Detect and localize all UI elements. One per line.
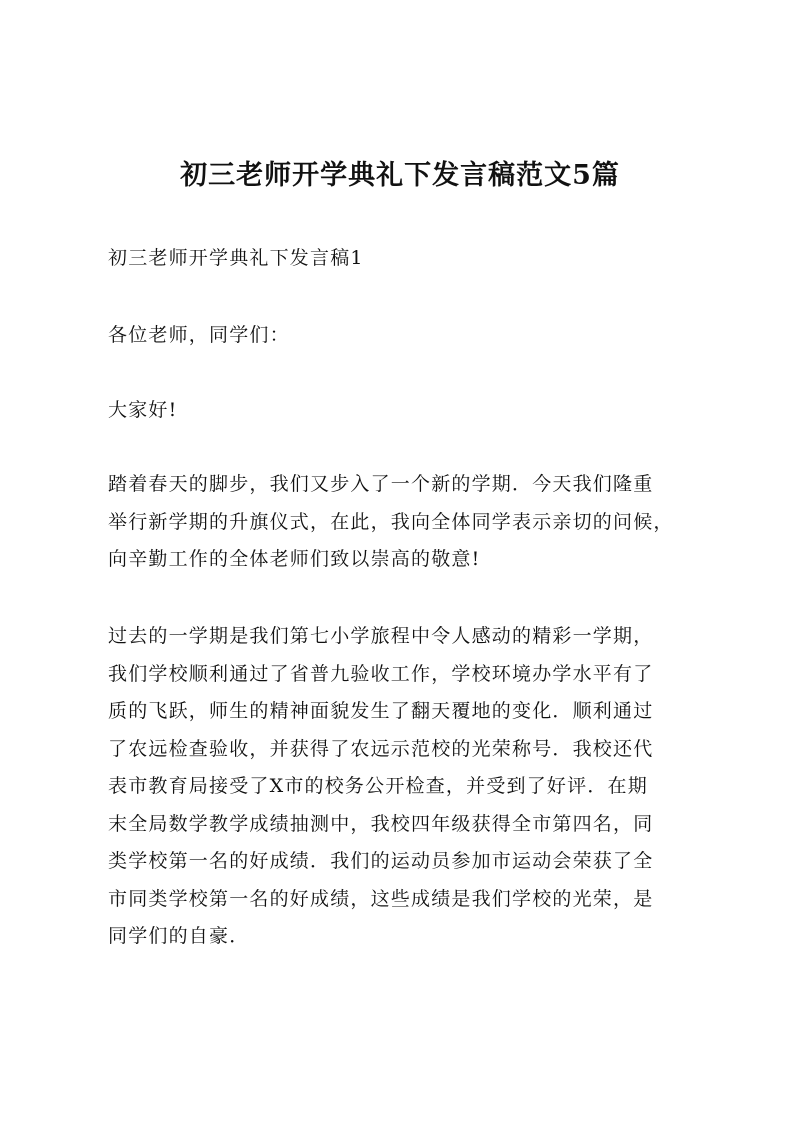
section-heading: 初三老师开学典礼下发言稿1 bbox=[108, 247, 364, 269]
paragraph-line: 过去的一学期是我们第七小学旅程中令人感动的精彩一学期， bbox=[108, 625, 654, 647]
paragraph-achievements bbox=[108, 618, 698, 956]
paragraph-line: 向辛勤工作的全体老师们致以崇高的敬意! bbox=[108, 548, 481, 570]
paragraph-line: 市同类学校第一名的好成绩，这些成绩是我们学校的光荣，是 bbox=[108, 887, 654, 910]
paragraph-line: 末全局数学教学成绩抽测中，我校四年级获得全市第四名，同 bbox=[108, 812, 654, 835]
paragraph-line: 了农远检查验收，并获得了农远示范校的光荣称号．我校还代 bbox=[108, 737, 654, 760]
paragraph-line: 我们学校顺利通过了省普九验收工作，学校环境办学水平有了 bbox=[108, 662, 654, 685]
paragraph-line: 举行新学期的升旗仪式，在此，我向全体同学表示亲切的问候， bbox=[108, 510, 674, 533]
document-title: 初三老师开学典礼下发言稿范文5篇 bbox=[180, 160, 620, 191]
paragraph-line: 踏着春天的脚步，我们又步入了一个新的学期．今天我们隆重 bbox=[108, 473, 654, 495]
paragraph-line: 同学们的自豪． bbox=[108, 925, 250, 947]
paragraph-opening bbox=[108, 466, 698, 579]
paragraph-line: 质的飞跃，师生的精神面貌发生了翻天覆地的变化．顺利通过 bbox=[108, 700, 654, 722]
paragraph-line: 表市教育局接受了X市的校务公开检查，并受到了好评．在期 bbox=[108, 775, 648, 797]
paragraph-line: 类学校第一名的好成绩．我们的运动员参加市运动会荣获了全 bbox=[108, 850, 654, 872]
greeting-line: 大家好! bbox=[108, 399, 178, 421]
salutation: 各位老师，同学们： bbox=[108, 324, 290, 346]
